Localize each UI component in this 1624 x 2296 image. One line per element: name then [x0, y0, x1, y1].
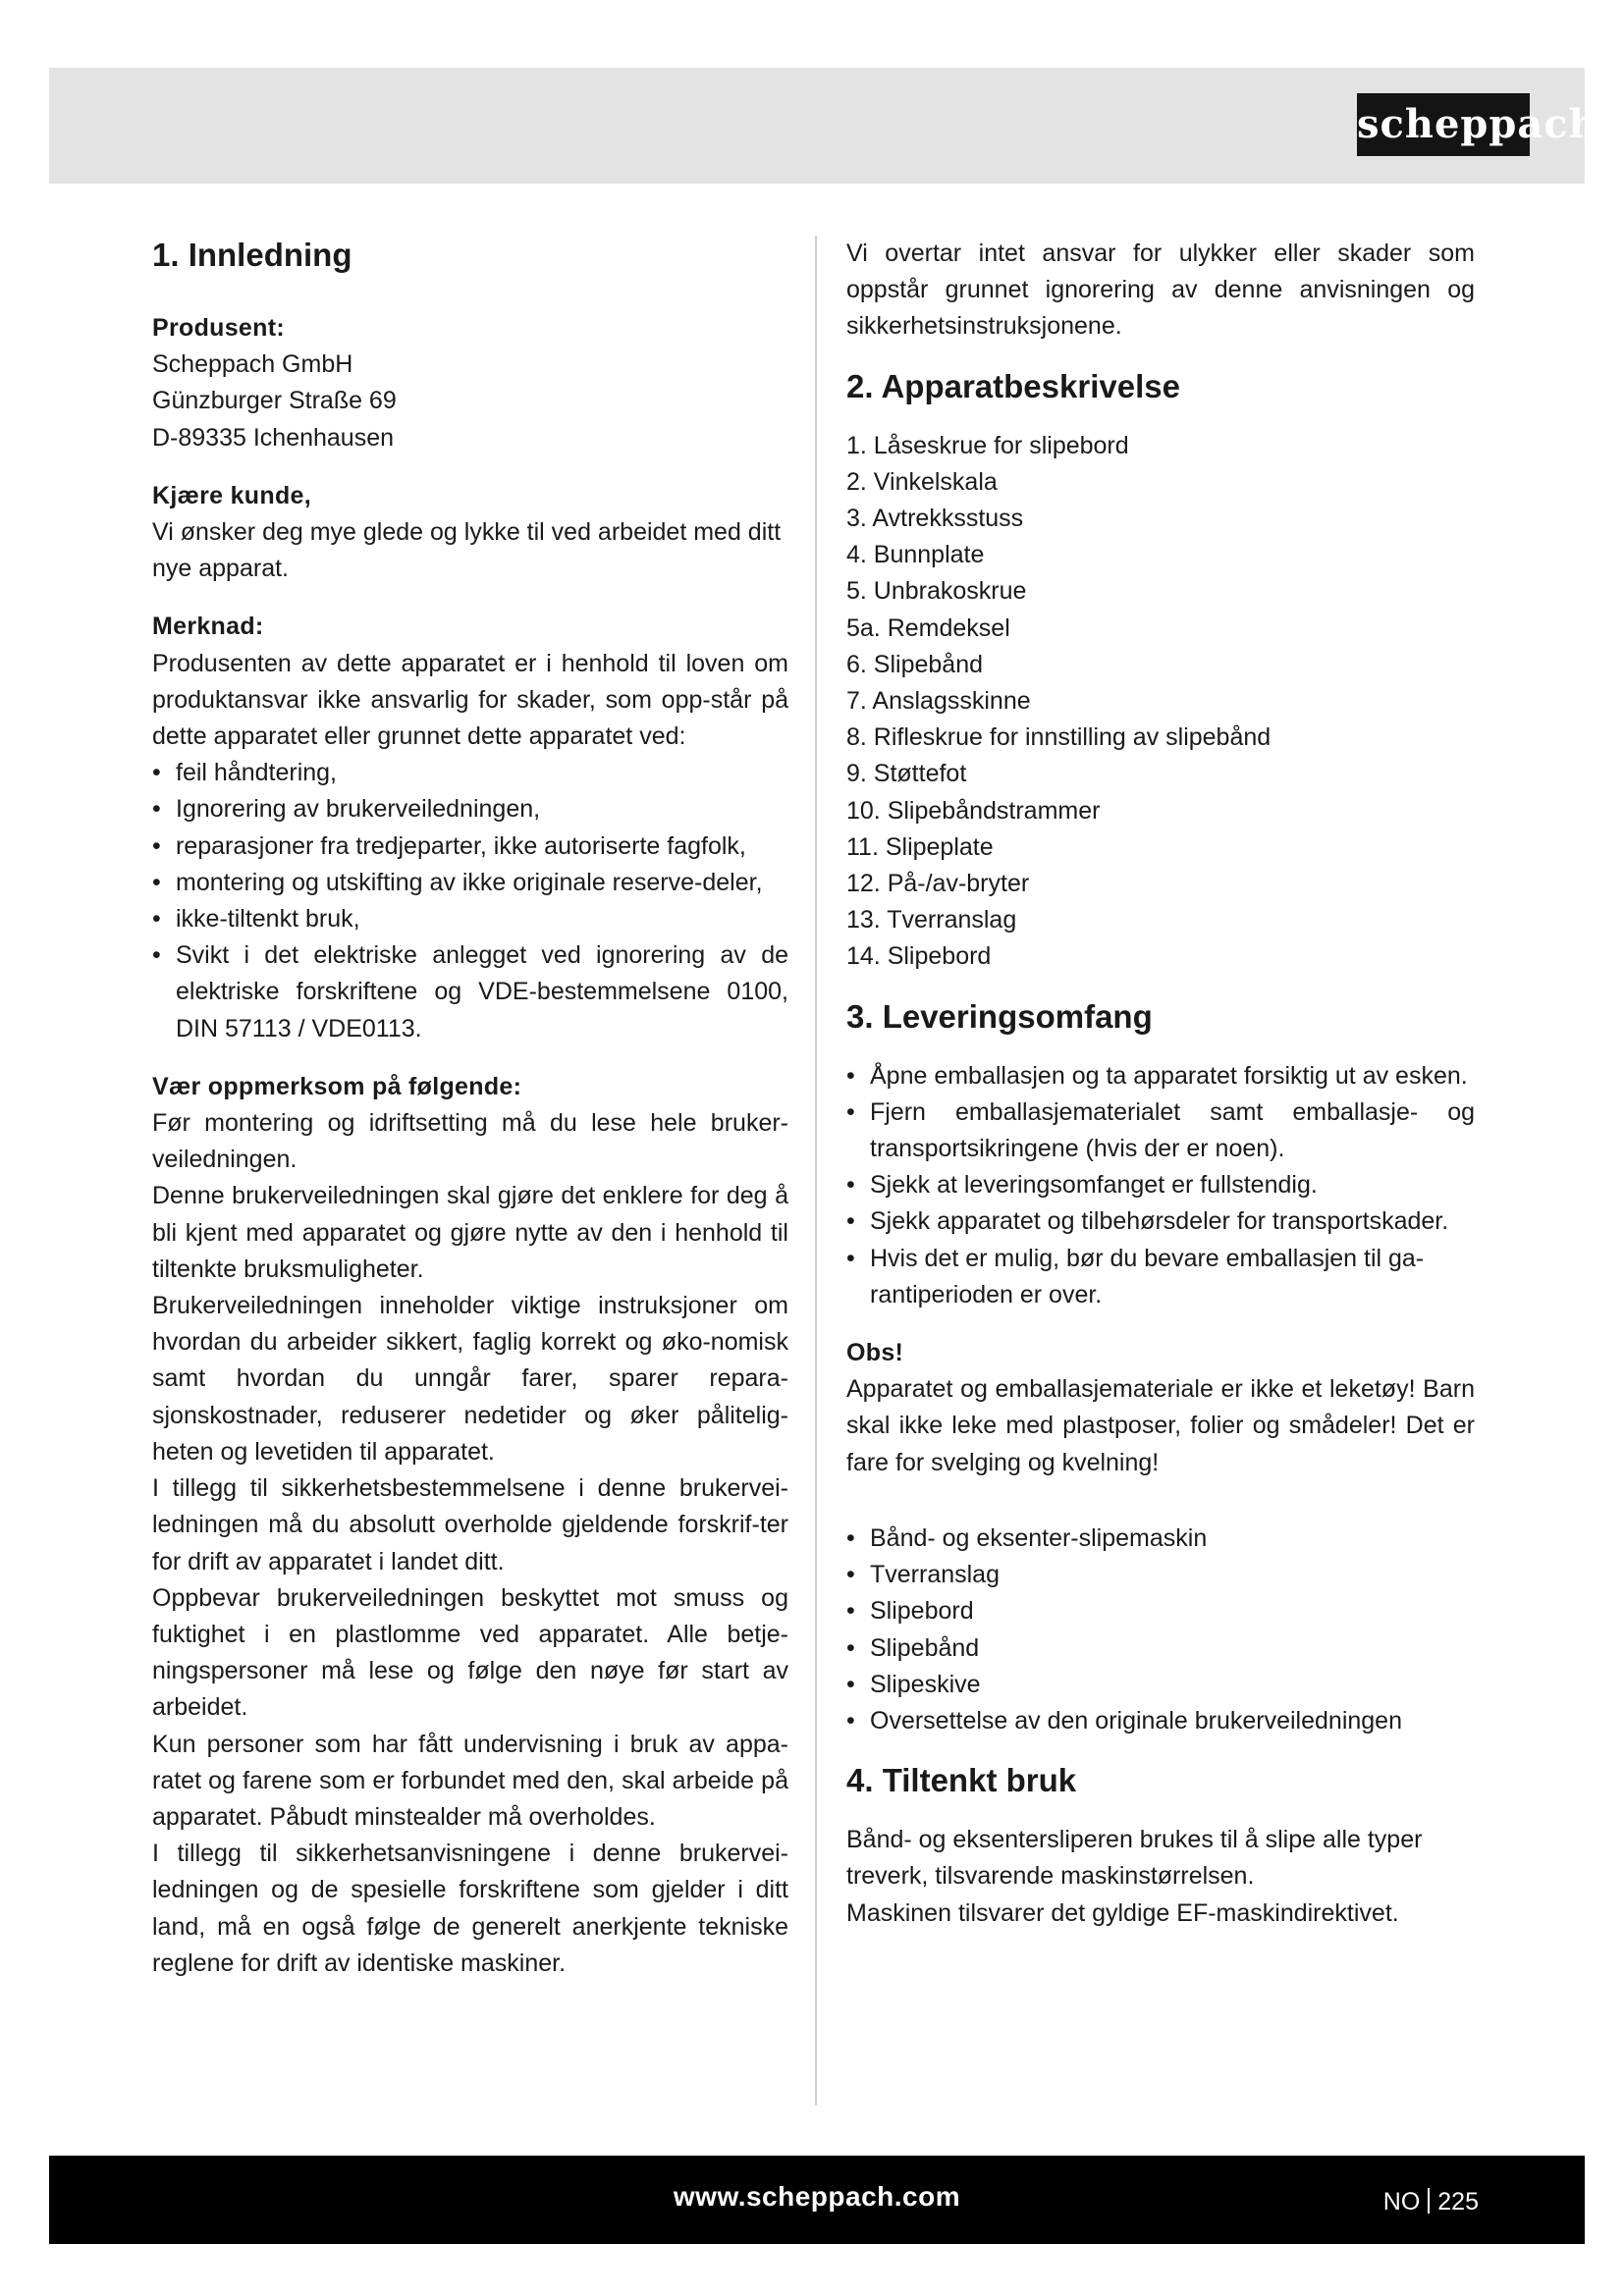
list-item: • Oversettelse av den originale brukerveiledningen: [846, 1703, 1475, 1739]
producer-line: Günzburger Straße 69: [152, 387, 397, 415]
section-4-title: 4. Tiltenkt bruk: [846, 1762, 1077, 1799]
list-item: 1. Låseskrue for slipebord: [846, 431, 1129, 459]
list-item: • Ignorering av brukerveiledningen,: [152, 791, 788, 828]
attention-paragraph: Denne brukerveiledningen skal gjøre det enklere for deg å bli kjent med apparatet og gjøre nytte av den i henhold til tiltenkte bruksmuligheter.: [152, 1182, 788, 1283]
note-text: Produsenten av dette apparatet er i henhold til loven om produktansvar ikke ansvarlig for skader, som opp-står på dette apparatet eller grunnet dette apparatet ved:: [152, 649, 788, 751]
list-item: • montering og utskifting av ikke originale reserve-deler,: [152, 865, 788, 901]
list-item: • Fjern emballasjematerialet samt emballasje- og transportsikringene (hvis der er noen).: [846, 1095, 1475, 1167]
section-2-title: 2. Apparatbeskrivelse: [846, 367, 1180, 404]
list-item: 5a. Remdeksel: [846, 614, 1010, 642]
attention-label: Vær oppmerksom på følgende:: [152, 1072, 522, 1100]
attention-paragraph: Kun personer som har fått undervisning i bruk av appa-ratet og farene som er forbundet med den, skal arbeide på apparatet. Påbudt minstealder må overholdes.: [152, 1730, 788, 1831]
producer-label: Produsent:: [152, 314, 285, 342]
left-column: [152, 236, 788, 1982]
list-item: 9. Støttefot: [846, 760, 967, 788]
header-band: [49, 68, 1598, 184]
attention-paragraph: Brukerveiledningen inneholder viktige instruksjoner om hvordan du arbeider sikkert, faglig korrekt og øko-nomisk samt hvordan du unngår farer, sparer repara-sjonskostnader, reduserer nedetider og øker pålitelig-heten og levetiden til apparatet.: [152, 1292, 788, 1466]
list-item: • Svikt i det elektriske anlegget ved ignorering av de elektriske forskriftene og VDE-bestemmelsene 0100, DIN 57113 / VDE0113.: [152, 937, 788, 1047]
list-item: • feil håndtering,: [152, 755, 788, 791]
note-label: Merknad:: [152, 613, 264, 641]
list-item: • ikke-tiltenkt bruk,: [152, 901, 788, 937]
list-item: 6. Slipebånd: [846, 650, 984, 678]
dear-customer-text: Vi ønsker deg mye glede og lykke til ved arbeidet med ditt nye apparat.: [152, 518, 782, 583]
page-number: [1383, 2156, 1479, 2248]
list-item: 10. Slipebåndstrammer: [846, 796, 1101, 825]
obs-text: Apparatet og emballasjemateriale er ikke et leketøy! Barn skal ikke leke med plastposer, folier og smådeler! Det er fare for svelging og kvelning!: [846, 1375, 1475, 1476]
list-item: • Sjekk at leveringsomfanget er fullstendig.: [846, 1167, 1475, 1203]
list-item: 4. Bunnplate: [846, 541, 985, 569]
note-bullet-list: [152, 755, 788, 1047]
parts-list: [846, 428, 1475, 976]
right-column: [846, 236, 1475, 1932]
list-item: 11. Slipeplate: [846, 832, 994, 861]
website-url: www.scheppach.com: [673, 2181, 961, 2212]
producer-line: Scheppach GmbH: [152, 350, 353, 379]
section-3-title: 3. Leveringsomfang: [846, 997, 1153, 1035]
list-item: • Tverranslag: [846, 1557, 1475, 1593]
page-separator: [1428, 2188, 1430, 2214]
list-item: • Slipeskive: [846, 1667, 1475, 1703]
list-item: 3. Avtrekksstuss: [846, 505, 1024, 533]
list-item: • Slipebånd: [846, 1630, 1475, 1667]
dear-customer-label: Kjære kunde,: [152, 481, 311, 509]
list-item: 7. Anslagsskinne: [846, 687, 1031, 716]
list-item: • reparasjoner fra tredjeparter, ikke autoriserte fagfolk,: [152, 828, 788, 865]
list-item: • Hvis det er mulig, bør du bevare emballasjen til ga-rantiperioden er over.: [846, 1241, 1475, 1313]
footer-band: [49, 2156, 1585, 2244]
list-item: • Sjekk apparatet og tilbehørsdeler for transportskader.: [846, 1203, 1475, 1240]
list-item: • Bånd- og eksenter-slipemaskin: [846, 1521, 1475, 1557]
page-number-value: 225: [1437, 2188, 1479, 2216]
list-item: 5. Unbrakoskrue: [846, 577, 1027, 606]
attention-paragraph: Oppbevar brukerveiledningen beskyttet mot smuss og fuktighet i en plastlomme ved apparatet. Alle betje-ningspersoner må lese og følge den nøye før start av arbeidet.: [152, 1583, 788, 1722]
attention-paragraph: I tillegg til sikkerhetsanvisningene i denne brukervei-ledningen og de spesielle forskriftene som gjelder i ditt land, må en også følge de generelt anerkjente tekniske reglene for drift av identiske maskiner.: [152, 1840, 788, 1977]
attention-paragraph: Før montering og idriftsetting må du lese hele bruker-veiledningen.: [152, 1109, 788, 1174]
obs-label: Obs!: [846, 1339, 904, 1367]
attention-paragraph: I tillegg til sikkerhetsbestemmelsene i denne brukervei-ledningen må du absolutt overholde gjeldende forskrif-ter for drift av apparatet i landet ditt.: [152, 1474, 788, 1575]
scope-bullet-list: [846, 1521, 1475, 1739]
section-1-title: 1. Innledning: [152, 237, 352, 273]
list-item: 13. Tverranslag: [846, 906, 1017, 934]
liability-text: Vi overtar intet ansvar for ulykker eller skader som oppstår grunnet ignorering av denne anvisningen og sikkerhetsinstruksjonene.: [846, 240, 1475, 341]
intended-use-text: Bånd- og eksentersliperen brukes til å slipe alle typer treverk, tilsvarende maskinstørrelsen.: [846, 1826, 1423, 1891]
list-item: 2. Vinkelskala: [846, 467, 998, 496]
list-item: • Åpne emballasjen og ta apparatet forsiktig ut av esken.: [846, 1058, 1475, 1095]
delivery-bullet-list: [846, 1058, 1475, 1313]
language-code: NO: [1382, 2188, 1421, 2216]
directive-text: Maskinen tilsvarer det gyldige EF-maskindirektivet.: [846, 1898, 1399, 1927]
producer-line: D-89335 Ichenhausen: [152, 423, 395, 452]
list-item: • Slipebord: [846, 1593, 1475, 1629]
list-item: 14. Slipebord: [846, 942, 992, 971]
list-item: 8. Rifleskrue for innstilling av slipebånd: [846, 723, 1272, 752]
column-divider: [815, 236, 817, 2106]
scheppach-logo: scheppach: [1357, 93, 1530, 156]
list-item: 12. På-/av-bryter: [846, 870, 1030, 898]
